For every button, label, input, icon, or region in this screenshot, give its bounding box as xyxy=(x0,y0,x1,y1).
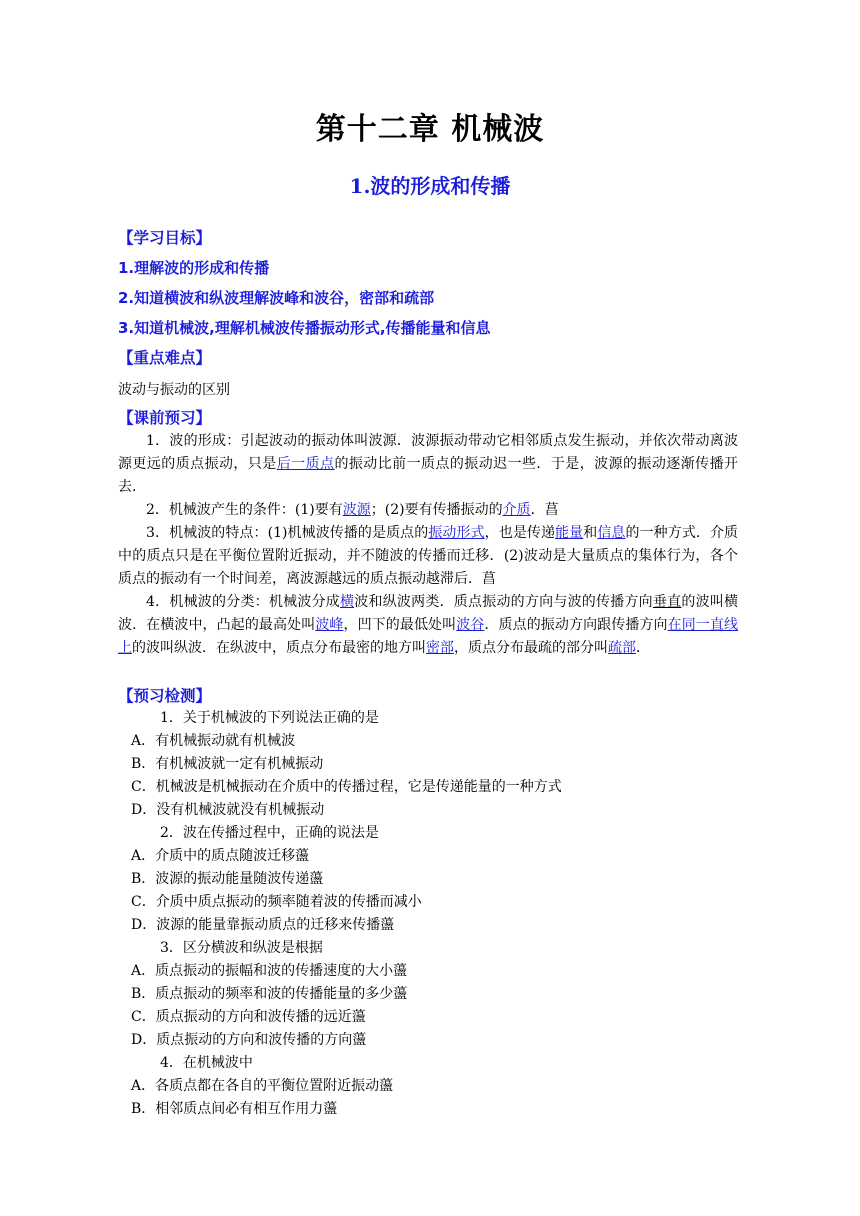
option: C．机械波是机械振动在介质中的传播过程，它是传递能量的一种方式 xyxy=(131,779,562,795)
goal-item-2: 2.知道横波和纵波理解波峰和波谷，密部和疏部 xyxy=(118,289,435,307)
option: B．波源的振动能量随波传递蘯 xyxy=(131,871,324,887)
preview-paragraph-1: 1．波的形成：引起波动的振动体叫波源．波源振动带动它相邻质点发生振动，并依次带动离波源更远的质点振动，只是后一质点的振动比前一质点的振动迟一些．于是，波源的振动逐渐传播开去． xyxy=(118,433,739,495)
check-list xyxy=(118,707,738,1121)
question-2: 2．波在传播过程中，正确的说法是 xyxy=(160,825,379,841)
blank-answer: 波峰 xyxy=(315,617,344,633)
option: A．有机械振动就有机械波 xyxy=(131,733,296,749)
preview-paragraph-3: 3．机械波的特点：(1)机械波传播的是质点的振动形式，也是传递能量和信息的一种方式．介质中的质点只是在平衡位置附近振动，并不随波的传播而迁移．(2)波动是大量质点的集体行为，各个质点的振动有一个时间差，离波源越远的质点振动越滞后．菖 xyxy=(118,525,739,587)
blank-answer: 波源 xyxy=(342,502,371,518)
goals-header: 【学习目标】 xyxy=(118,229,212,247)
difficulty-header: 【重点难点】 xyxy=(118,349,212,367)
blank-answer: 横 xyxy=(340,594,355,610)
option: D．波源的能量靠振动质点的迁移来传播蘯 xyxy=(131,917,395,933)
goal-item-1: 1.理解波的形成和传播 xyxy=(118,259,270,277)
option: D．质点振动的方向和波传播的方向蘯 xyxy=(131,1032,367,1048)
goal-item-3: 3.知道机械波,理解机械波传播振动形式,传播能量和信息 xyxy=(118,319,491,337)
blank-answer: 在同一直线上 xyxy=(118,617,739,656)
option: A．各质点都在各自的平衡位置附近振动蘯 xyxy=(131,1078,394,1094)
option: A．介质中的质点随波迁移蘯 xyxy=(131,848,310,864)
preview-header: 【课前预习】 xyxy=(118,409,212,427)
blank-answer: 介质 xyxy=(502,502,531,518)
option: B．有机械波就一定有机械振动 xyxy=(131,756,324,772)
blank-answer: 能量 xyxy=(555,525,584,541)
preview-paragraph-2: 2．机械波产生的条件：(1)要有波源；(2)要有传播振动的介质．菖 xyxy=(146,502,559,518)
question-4: 4．在机械波中 xyxy=(160,1055,253,1071)
option: B．相邻质点间必有相互作用力蘯 xyxy=(131,1101,338,1117)
option: C．质点振动的方向和波传播的远近蘯 xyxy=(131,1009,366,1025)
difficulty-text: 波动与振动的区别 xyxy=(118,382,230,398)
chapter-title: 第十二章 机械波 xyxy=(315,112,545,147)
option: A．质点振动的振幅和波的传播速度的大小蘯 xyxy=(131,963,408,979)
underlined-term: 垂直 xyxy=(652,594,682,610)
blank-answer: 振动形式 xyxy=(428,525,485,541)
check-header: 【预习检测】 xyxy=(118,687,212,705)
blank-answer: 后一质点 xyxy=(276,456,335,472)
section-title: 1.波的形成和传播 xyxy=(349,174,511,198)
question-1: 1．关于机械波的下列说法正确的是 xyxy=(160,710,379,726)
option: B．质点振动的频率和波的传播能量的多少蘯 xyxy=(131,986,408,1002)
option: D．没有机械波就没有机械振动 xyxy=(131,802,325,818)
blank-answer: 波谷 xyxy=(456,617,485,633)
blank-answer: 疏部 xyxy=(608,640,636,656)
blank-answer: 信息 xyxy=(597,525,626,541)
option: C．介质中质点振动的频率随着波的传播而减小 xyxy=(131,894,422,910)
blank-answer: 密部 xyxy=(426,640,454,656)
preview-paragraph-4: 4．机械波的分类：机械波分成横波和纵波两类．质点振动的方向与波的传播方向垂直的波叫横波．在横波中，凸起的最高处叫波峰，凹下的最低处叫波谷．质点的振动方向跟传播方向在同一直线上的波叫纵波．在纵波中，质点分布最密的地方叫密部，质点分布最疏的部分叫疏部． xyxy=(118,594,739,656)
question-3: 3．区分横波和纵波是根据 xyxy=(160,940,323,956)
